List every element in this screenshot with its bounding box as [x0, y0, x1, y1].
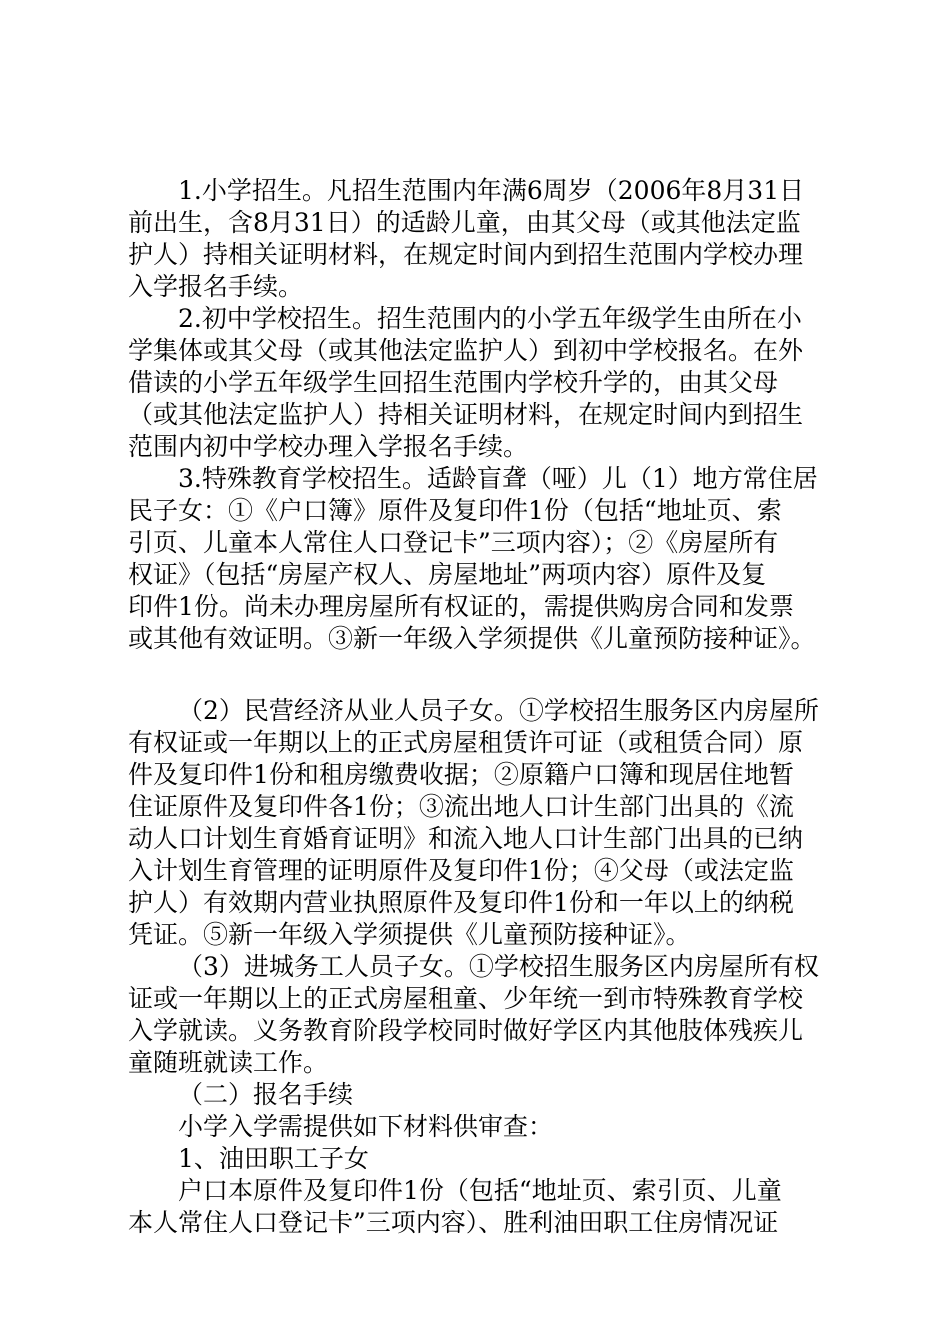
text-line: 护人）持相关证明材料，在规定时间内到招生范围内学校办理 — [128, 240, 804, 269]
text-line: 凭证。⑤新一年级入学须提供《儿童预防接种证》。 — [128, 920, 691, 949]
text-line: 民子女：①《户口簿》原件及复印件1份（包括“地址页、索 — [128, 496, 782, 525]
text-line: 1.小学招生。凡招生范围内年满6周岁（2006年8月31日 — [178, 176, 805, 205]
text-line: 住证原件及复印件各1份；③流出地人口计生部门出具的《流 — [128, 792, 794, 821]
subsection-heading: 1、油田职工子女 — [178, 1144, 369, 1173]
text-line: 入学就读。义务教育阶段学校同时做好学区内其他肢体残疾儿 — [128, 1016, 804, 1045]
text-line: 前出生，含8月31日）的适龄儿童，由其父母（或其他法定监 — [128, 208, 801, 237]
text-line: 入学报名手续。 — [128, 272, 304, 301]
text-line: 件及复印件1份和租房缴费收据；②原籍户口簿和现居住地暂 — [128, 760, 794, 789]
text-line: （3）进城务工人员子女。①学校招生服务区内房屋所有权 — [178, 952, 819, 981]
text-line: 范围内初中学校办理入学报名手续。 — [128, 432, 529, 461]
text-line: 引页、儿童本人常住人口登记卡”三项内容）；②《房屋所有 — [128, 528, 779, 557]
text-line: 童随班就读工作。 — [128, 1048, 329, 1077]
text-line: （2）民营经济从业人员子女。①学校招生服务区内房屋所 — [178, 696, 819, 725]
text-line: 小学入学需提供如下材料供审查： — [178, 1112, 554, 1141]
text-line: 户口本原件及复印件1份（包括“地址页、索引页、儿童 — [178, 1176, 782, 1205]
text-line: 入计划生育管理的证明原件及复印件1份；④父母（或法定监 — [128, 856, 794, 885]
text-line: 证或一年期以上的正式房屋租童、少年统一到市特殊教育学校 — [128, 984, 804, 1013]
text-line: 权证》（包括“房屋产权人、房屋地址”两项内容）原件及复 — [128, 560, 767, 589]
text-line: 3.特殊教育学校招生。适龄盲聋（哑）儿（1）地方常住居 — [178, 464, 818, 493]
text-line: 有权证或一年期以上的正式房屋租赁许可证（或租赁合同）原 — [128, 728, 804, 757]
text-line: 借读的小学五年级学生回招生范围内学校升学的，由其父母 — [128, 368, 779, 397]
text-line: 动人口计划生育婚育证明》和流入地人口计生部门出具的已纳 — [128, 824, 804, 853]
text-line: 2.初中学校招生。招生范围内的小学五年级学生由所在小 — [178, 304, 802, 333]
text-line: 护人）有效期内营业执照原件及复印件1份和一年以上的纳税 — [128, 888, 794, 917]
text-line: （或其他法定监护人）持相关证明材料，在规定时间内到招生 — [128, 400, 804, 429]
section-heading: （二）报名手续 — [178, 1080, 354, 1109]
text-line: 本人常住人口登记卡”三项内容）、胜利油田职工住房情况证 — [128, 1208, 779, 1237]
text-line: 印件1份。尚未办理房屋所有权证的，需提供购房合同和发票 — [128, 592, 794, 621]
text-line: 或其他有效证明。③新一年级入学须提供《儿童预防接种证》。 — [128, 624, 816, 653]
text-line: 学集体或其父母（或其他法定监护人）到初中学校报名。在外 — [128, 336, 804, 365]
